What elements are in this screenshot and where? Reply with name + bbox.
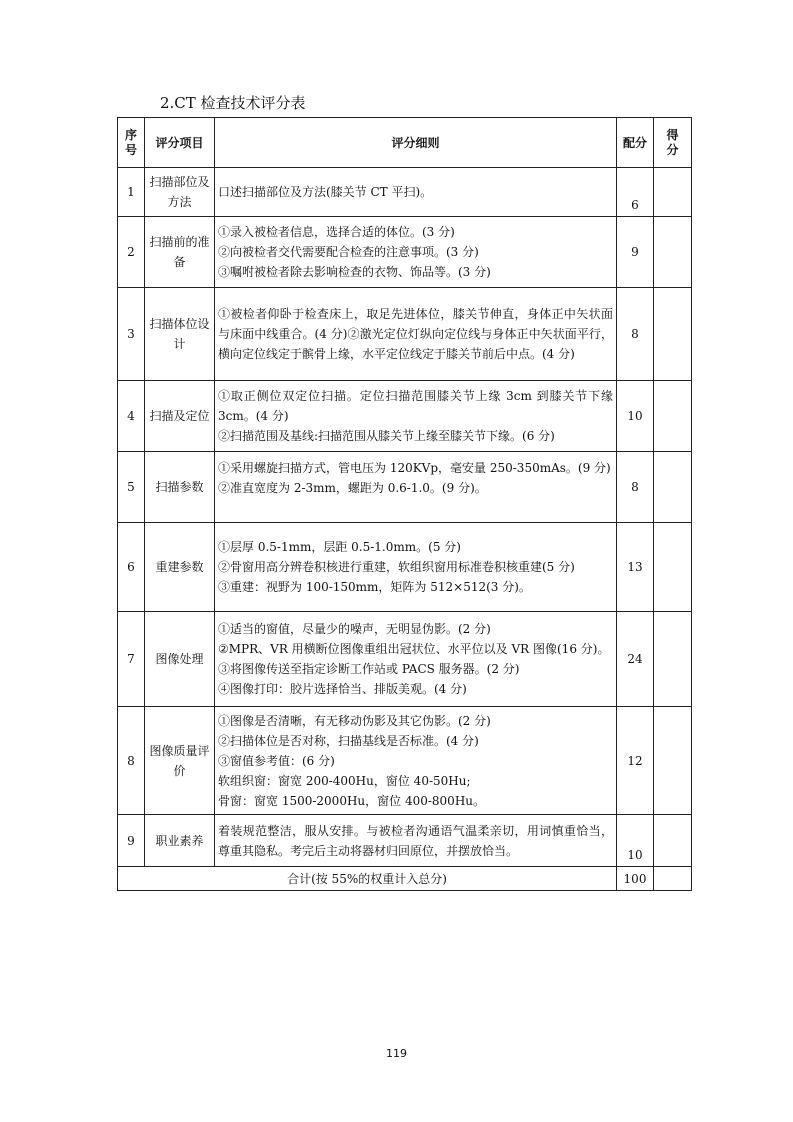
header-item: 评分项目 xyxy=(145,118,215,168)
row-index: 4 xyxy=(118,381,145,452)
row-got xyxy=(654,168,692,217)
row-index: 5 xyxy=(118,452,145,523)
total-row xyxy=(118,867,692,891)
table-row xyxy=(118,523,692,612)
detail-line: ①录入被检者信息，选择合适的体位。(3 分) xyxy=(218,225,455,239)
detail-line: ③嘱咐被检者除去影响检查的衣物、饰品等。(3 分) xyxy=(218,265,491,279)
table-row xyxy=(118,288,692,381)
row-score: 12 xyxy=(617,707,654,815)
row-score: 8 xyxy=(617,288,654,381)
detail-line: 着装规范整洁，服从安排。与被检者沟通语气温柔亲切，用词慎重恰当，尊重其隐私。考完后主动将器材归回原位，并摆放恰当。 xyxy=(218,823,613,858)
row-item: 图像处理 xyxy=(145,612,215,707)
total-label: 合计(按 55%的权重计入总分) xyxy=(118,867,617,891)
row-detail xyxy=(215,168,617,217)
table-row xyxy=(118,612,692,707)
detail-line: 骨窗：窗宽 1500-2000Hu，窗位 400-800Hu。 xyxy=(218,793,486,808)
detail-line: ②准直宽度为 2-3mm，螺距为 0.6-1.0。(9 分)。 xyxy=(218,481,487,495)
row-index: 3 xyxy=(118,288,145,381)
row-index: 1 xyxy=(118,168,145,217)
row-score: 8 xyxy=(617,452,654,523)
row-score: 9 xyxy=(617,217,654,288)
row-index: 6 xyxy=(118,523,145,612)
detail-line: ②骨窗用高分辨卷积核进行重建，软组织窗用标准卷积核重建(5 分) xyxy=(218,560,575,574)
detail-line: ②扫描范围及基线:扫描范围从膝关节上缘至膝关节下缘。(6 分) xyxy=(218,429,555,443)
detail-line: 口述扫描部位及方法(膝关节 CT 平扫)。 xyxy=(218,185,433,199)
row-detail xyxy=(215,288,617,381)
row-score: 10 xyxy=(617,381,654,452)
row-detail xyxy=(215,707,617,815)
row-got xyxy=(654,815,692,867)
row-got xyxy=(654,452,692,523)
row-detail xyxy=(215,523,617,612)
header-detail: 评分细则 xyxy=(215,118,617,168)
row-index: 8 xyxy=(118,707,145,815)
detail-line: ②扫描体位是否对称，扫描基线是否标准。(4 分) xyxy=(218,733,479,748)
table-row xyxy=(118,707,692,815)
header-index-text: 序号 xyxy=(124,127,137,157)
row-got xyxy=(654,707,692,815)
detail-line: ②MPR、VR 用横断位图像重组出冠状位、水平位以及 VR 图像(16 分)。 xyxy=(218,642,610,656)
row-got xyxy=(654,288,692,381)
table-row xyxy=(118,217,692,288)
row-got xyxy=(654,217,692,288)
header-got xyxy=(654,118,692,168)
row-item: 扫描体位设计 xyxy=(145,288,215,381)
detail-line: ②向被检者交代需要配合检查的注意事项。(3 分) xyxy=(218,245,479,259)
row-item: 扫描前的准备 xyxy=(145,217,215,288)
table-title: 2.CT 检查技术评分表 xyxy=(160,94,306,112)
row-index: 2 xyxy=(118,217,145,288)
table-row xyxy=(118,168,692,217)
header-index xyxy=(118,118,145,168)
row-item: 图像质量评价 xyxy=(145,707,215,815)
detail-line: ①图像是否清晰，有无移动伪影及其它伪影。(2 分) xyxy=(218,713,491,728)
detail-line: ①采用螺旋扫描方式，管电压为 120KVp，毫安量 250-350mAs。(9 分) xyxy=(218,461,611,475)
row-item: 扫描部位及方法 xyxy=(145,168,215,217)
row-index: 9 xyxy=(118,815,145,867)
row-detail xyxy=(215,381,617,452)
detail-line: ①被检者仰卧于检查床上，取足先进体位，膝关节伸直，身体正中矢状面与床面中线重合。(4 分)②激光定位灯纵向定位线与身体正中矢状面平行，横向定位线定于髌骨上缘，水平定位线定于膝关节前后中点。(4 分) xyxy=(218,307,613,361)
row-item: 重建参数 xyxy=(145,523,215,612)
row-item: 扫描及定位 xyxy=(145,381,215,452)
row-detail xyxy=(215,452,617,523)
scoring-table xyxy=(117,117,692,891)
header-row xyxy=(118,118,692,168)
table-row xyxy=(118,452,692,523)
row-got xyxy=(654,523,692,612)
row-score: 13 xyxy=(617,523,654,612)
table-row xyxy=(118,381,692,452)
row-got xyxy=(654,612,692,707)
page-number: 119 xyxy=(386,1047,407,1060)
row-score: 10 xyxy=(617,815,654,867)
row-score: 24 xyxy=(617,612,654,707)
row-item: 扫描参数 xyxy=(145,452,215,523)
detail-line: ①层厚 0.5-1mm，层距 0.5-1.0mm。(5 分) xyxy=(218,540,461,554)
detail-line: ①适当的窗值，尽量少的噪声，无明显伪影。(2 分) xyxy=(218,622,491,636)
row-detail xyxy=(215,815,617,867)
row-score: 6 xyxy=(617,168,654,217)
row-detail xyxy=(215,217,617,288)
row-item: 职业素养 xyxy=(145,815,215,867)
header-score: 配分 xyxy=(617,118,654,168)
detail-line: ③将图像传送至指定诊断工作站或 PACS 服务器。(2 分) xyxy=(218,662,520,676)
total-score: 100 xyxy=(617,867,654,891)
row-got xyxy=(654,381,692,452)
detail-line: ①取正侧位双定位扫描。定位扫描范围膝关节上缘 3cm 到膝关节下缘 3cm。(4 分) xyxy=(218,389,613,423)
row-detail xyxy=(215,612,617,707)
detail-line: ③重建：视野为 100-150mm，矩阵为 512×512(3 分)。 xyxy=(218,580,531,594)
total-got xyxy=(654,867,692,891)
detail-line: ③窗值参考值：(6 分) xyxy=(218,753,335,768)
row-index: 7 xyxy=(118,612,145,707)
detail-line: 软组织窗：窗宽 200-400Hu，窗位 40-50Hu; xyxy=(218,773,471,788)
header-got-text: 得分 xyxy=(666,127,679,157)
detail-line: ④图像打印：胶片选择恰当、排版美观。(4 分) xyxy=(218,682,467,696)
table-row xyxy=(118,815,692,867)
